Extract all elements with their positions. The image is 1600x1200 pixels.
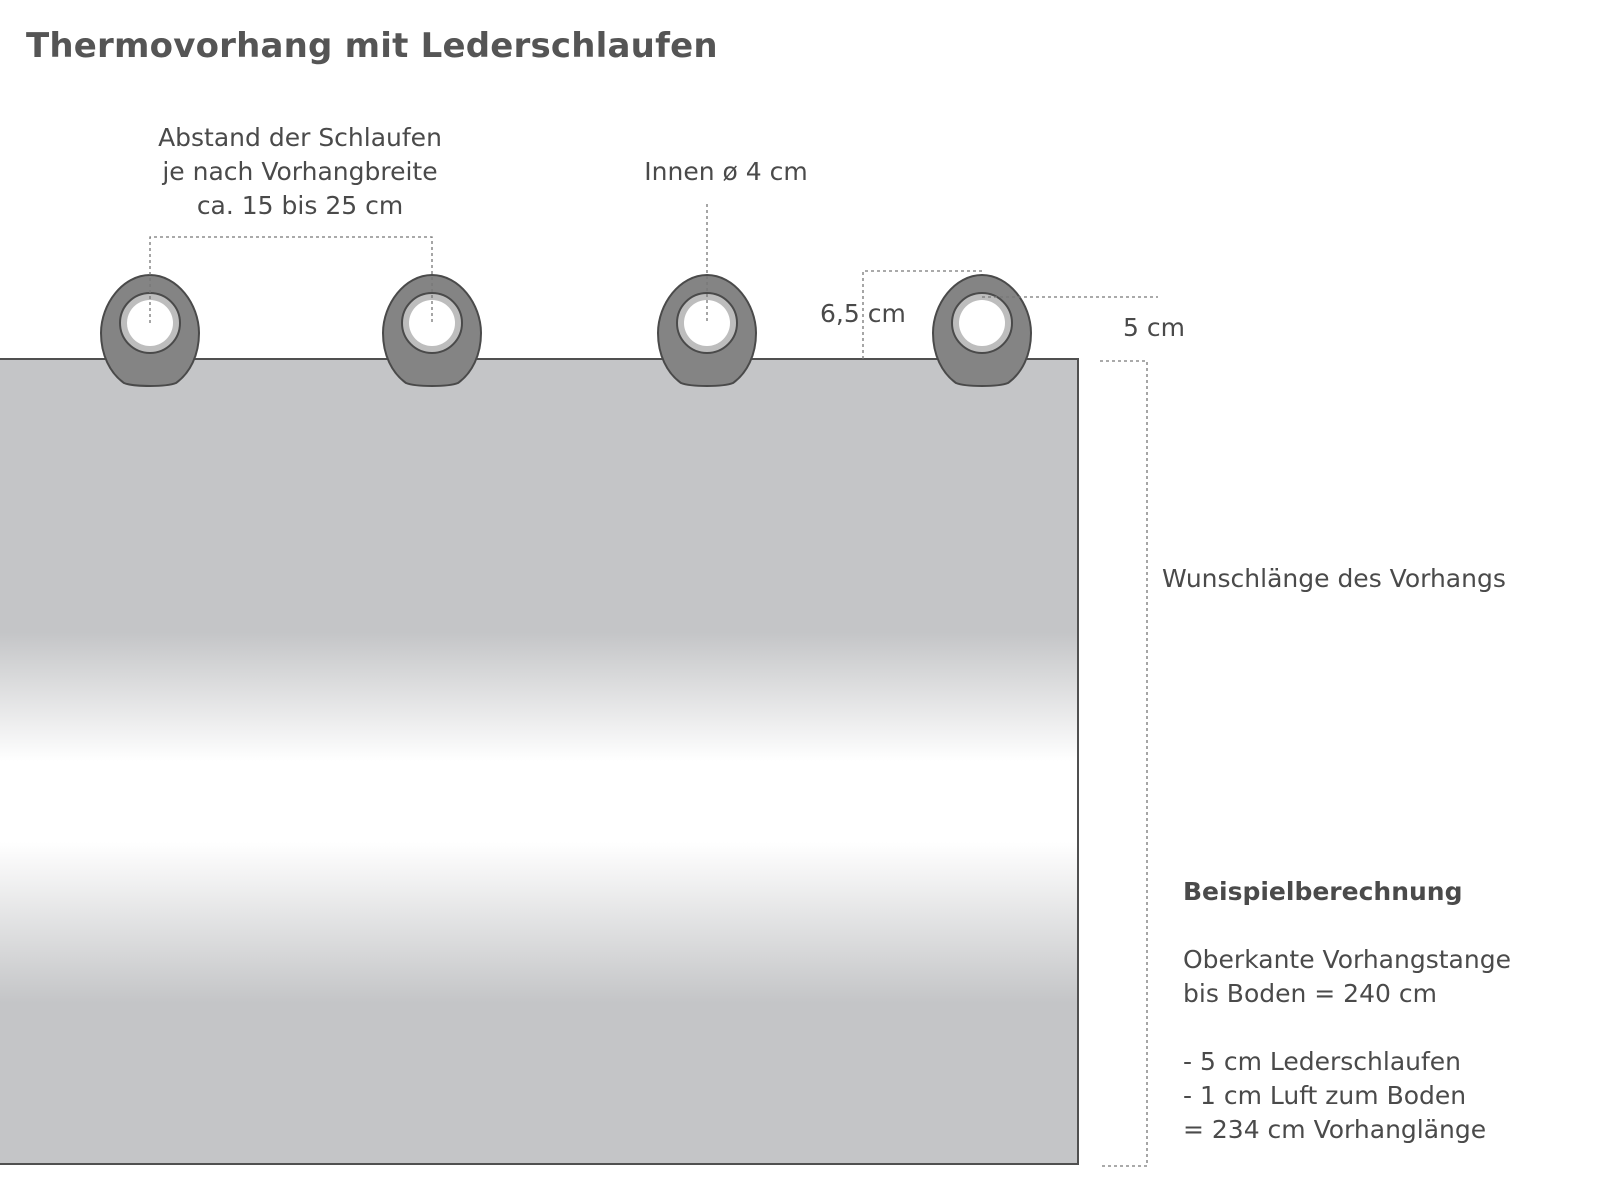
desired-length-label: Wunschlänge des Vorhangs — [1162, 564, 1506, 593]
calculation-steps — [1183, 1045, 1511, 1147]
calc-line: Oberkante Vorhangstange — [1183, 945, 1511, 974]
curtain-length-dimension-line — [1100, 361, 1147, 1166]
calc-line: bis Boden = 240 cm — [1183, 979, 1437, 1008]
loop-spacing-label-line: ca. 15 bis 25 cm — [196, 191, 404, 220]
rod-to-floor-text — [1183, 943, 1511, 1011]
page-title: Thermovorhang mit Lederschlaufen — [26, 26, 718, 66]
calc-result: = 234 cm Vorhanglänge — [1183, 1115, 1487, 1144]
curtain-panel — [0, 359, 1078, 1164]
inner-diameter-label: Innen ø 4 cm — [644, 157, 808, 186]
loop-spacing-label — [140, 121, 460, 223]
example-calculation-heading: Beispielberechnung — [1183, 877, 1463, 906]
loop-width-label: 5 cm — [1123, 313, 1185, 342]
calc-step: - 5 cm Lederschlaufen — [1183, 1047, 1462, 1076]
loop-height-label: 6,5 cm — [820, 299, 906, 328]
calc-step: - 1 cm Luft zum Boden — [1183, 1081, 1467, 1110]
loop-spacing-label-line: je nach Vorhangbreite — [162, 157, 438, 186]
leather-loop-4 — [933, 275, 1031, 386]
loop-spacing-label-line: Abstand der Schlaufen — [158, 123, 442, 152]
leather-loop-3 — [658, 275, 756, 386]
example-calculation — [1183, 875, 1511, 1147]
